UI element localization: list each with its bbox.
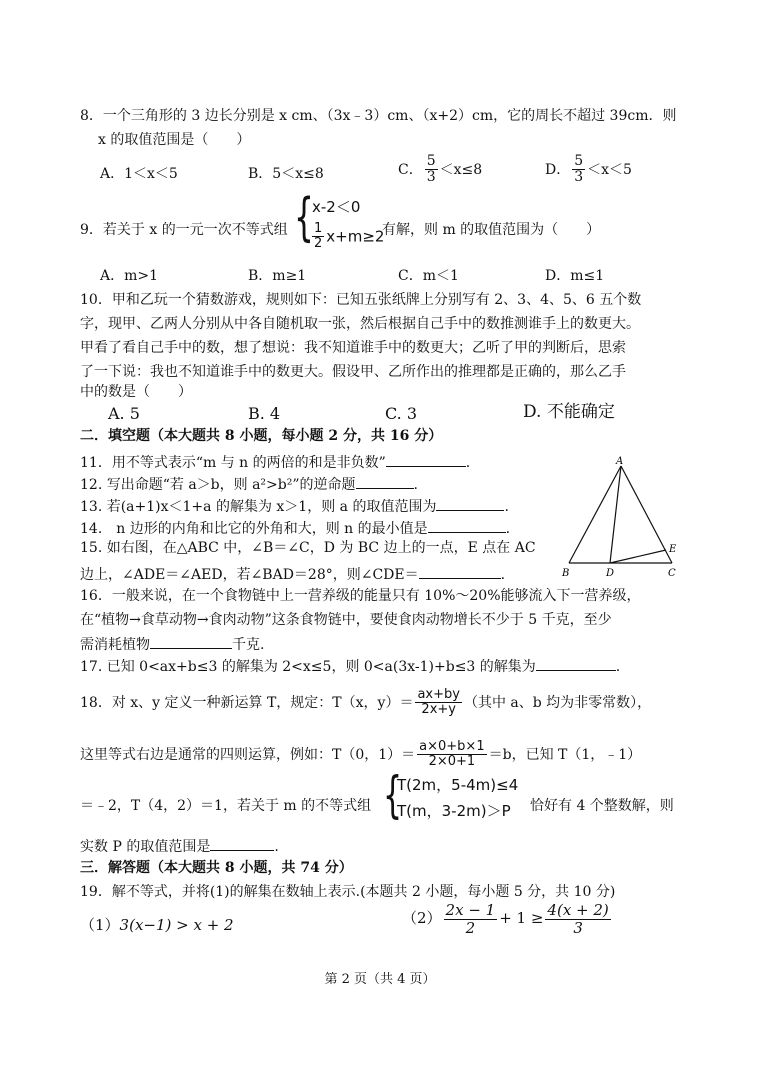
q14: 14. n 边形的内角和比它的外角和大，则 n 的最小值是 . bbox=[80, 518, 510, 538]
q18-sys2: T(m，3-2m)＞P bbox=[397, 802, 511, 820]
q18-def-den: 2x+y bbox=[421, 702, 456, 718]
q8-option-c-rest: ＜x≤8 bbox=[439, 161, 483, 178]
q9-ineq1: x-2＜0 bbox=[312, 198, 361, 216]
q8-d-num: 5 bbox=[574, 153, 584, 169]
q8-c-den: 3 bbox=[426, 169, 436, 186]
q11-blank bbox=[386, 452, 466, 467]
label-a: A bbox=[616, 456, 624, 467]
section2-heading: 二．填空题（本大题共 8 小题，每小题 2 分，共 16 分） bbox=[80, 428, 443, 444]
q9-half-den: 2 bbox=[314, 236, 323, 252]
q19-p1-label: （1） bbox=[80, 916, 120, 934]
q19-p2-left-frac bbox=[444, 902, 498, 936]
q9-suffix: 有解，则 m 的取值范围为（ ） bbox=[382, 222, 601, 238]
q10-option-d: D. 不能确定 bbox=[523, 402, 615, 422]
q8-line2: x 的取值范围是（ ） bbox=[98, 132, 251, 148]
q18-ex-num: a×0+b×1 bbox=[419, 739, 485, 754]
section3-heading: 三．解答题（本大题共 8 小题，共 74 分） bbox=[80, 860, 353, 876]
q8-option-c bbox=[398, 154, 482, 186]
q10-line3: 甲看了看自己手中的数，想了想说：我不知道谁手中的数更大；乙听了甲的判断后，思索 bbox=[80, 340, 626, 356]
q11-text: 11．用不等式表示“m 与 n 的两倍的和是非负数” bbox=[80, 455, 386, 471]
q8-d-den: 3 bbox=[574, 169, 584, 186]
q10-option-c: C. 3 bbox=[385, 404, 418, 423]
q18-blank bbox=[210, 836, 274, 851]
q8-c-num: 5 bbox=[426, 153, 436, 169]
label-e: E bbox=[669, 544, 677, 555]
q18-brace: { bbox=[383, 766, 403, 824]
q16-line3b: 千克. bbox=[232, 637, 265, 653]
q9-half bbox=[312, 222, 324, 252]
q19-line1: 19．解不等式，并将(1)的解集在数轴上表示.(本题共 2 小题，每小题 5 分，共 10 分) bbox=[80, 884, 616, 900]
q13: 13. 若(a+1)x＜1+a 的解集为 x＞1，则 a 的取值范围为 . bbox=[80, 496, 509, 516]
q18-line4: 实数 P 的取值范围是 . bbox=[80, 836, 279, 856]
q18-line2 bbox=[80, 740, 641, 770]
triangle-figure bbox=[558, 452, 688, 582]
q18-line2-prefix: 这里等式右边是通常的四则运算，例如：T（0，1）＝ bbox=[80, 746, 416, 763]
q19-part1 bbox=[80, 916, 234, 934]
q9-half-num: 1 bbox=[314, 221, 323, 236]
q14-text: 14. n 边形的内角和比它的外角和大，则 n 的最小值是 bbox=[80, 521, 428, 537]
q19-p2-left-den: 2 bbox=[465, 918, 476, 937]
side-ab bbox=[569, 466, 621, 563]
q18-suffix: （其中 a、b 均为非零常数）， bbox=[463, 694, 652, 711]
q19-part2 bbox=[402, 902, 613, 936]
q15-line1: 15. 如右图，在△ABC 中，∠B＝∠C，D 为 BC 边上的一点，E 点在 AC bbox=[80, 540, 536, 556]
page-footer: 第 2 页（共 4 页） bbox=[324, 972, 436, 987]
q8-option-a: A．1＜x＜5 bbox=[100, 166, 178, 182]
q17: 17. 已知 0<ax+b≤3 的解集为 2<x≤5，则 0<a(3x-1)+b≤3 的解集为 . bbox=[80, 656, 620, 676]
q8-option-d bbox=[545, 154, 632, 186]
q18-sys1: T(2m，5-4m)≤4 bbox=[397, 776, 519, 794]
q11: 11．用不等式表示“m 与 n 的两倍的和是非负数” . bbox=[80, 452, 470, 472]
q12-blank bbox=[356, 474, 414, 489]
segment-de bbox=[610, 550, 666, 563]
q13-text: 13. 若(a+1)x＜1+a 的解集为 x＞1，则 a 的取值范围为 bbox=[80, 499, 437, 515]
q18-line1 bbox=[80, 688, 651, 718]
label-c: C bbox=[668, 568, 676, 579]
q8-option-b: B．5＜x≤8 bbox=[248, 166, 324, 182]
q16-line3a: 需消耗植物 bbox=[80, 637, 150, 653]
q13-blank bbox=[436, 496, 504, 511]
q9-brace: { bbox=[294, 188, 314, 248]
q17-text: 17. 已知 0<ax+b≤3 的解集为 2<x≤5，则 0<a(3x-1)+b≤3 的解集为 bbox=[80, 659, 536, 675]
q16-line3 bbox=[80, 634, 264, 654]
q19-p2-right-num: 4(x + 2) bbox=[547, 901, 609, 919]
q8-option-d-frac bbox=[572, 154, 585, 186]
q12-text: 12. 写出命题“若 a＞b，则 a²>b²”的逆命题 bbox=[80, 477, 356, 493]
q18-line3-suffix: 恰好有 4 个整数解，则 bbox=[530, 798, 674, 814]
q9-option-a: A．m>1 bbox=[100, 268, 159, 284]
q12: 12. 写出命题“若 a＞b，则 a²>b²”的逆命题 . bbox=[80, 474, 418, 494]
q14-blank bbox=[428, 518, 506, 533]
q19-p2-right-den: 3 bbox=[573, 918, 583, 937]
q15-blank bbox=[419, 564, 501, 579]
q10-option-a: A. 5 bbox=[108, 404, 140, 423]
q19-p2-mid: + 1 ≥ bbox=[499, 909, 544, 927]
label-d: D bbox=[606, 568, 615, 579]
q8-option-d-label: D． bbox=[545, 161, 571, 178]
q9-option-b: B．m≥1 bbox=[248, 268, 307, 284]
q18-line2-suffix: ＝b，已知 T（1，﹣1） bbox=[488, 746, 642, 763]
q9-option-d: D．m≤1 bbox=[545, 268, 605, 284]
q15-line2: 边上，∠ADE＝∠AED，若∠BAD＝28°，则∠CDE＝ . bbox=[80, 564, 505, 584]
q18-line3-prefix: ＝﹣2，T（4，2）＝1，若关于 m 的不等式组 bbox=[80, 798, 372, 814]
q10-line1: 10．甲和乙玩一个猜数游戏，规则如下：已知五张纸牌上分别写有 2、3、4、5、6 五个数 bbox=[80, 292, 642, 308]
q8-option-c-label: C． bbox=[398, 161, 423, 178]
q16-line2: 在“植物→食草动物→食肉动物”这条食物链中，要使食肉动物增长不少于 5 千克，至少 bbox=[80, 612, 612, 628]
q10-line2: 字，现甲、乙两人分别从中各自随机取一张，然后根据自己手中的数推测谁手上的数更大。 bbox=[80, 316, 640, 332]
q18-ex-den: 2×0+1 bbox=[428, 754, 476, 770]
q16-blank bbox=[150, 634, 232, 649]
q17-blank bbox=[536, 656, 616, 671]
q9-prefix: 9．若关于 x 的一元一次不等式组 bbox=[80, 222, 288, 238]
q19-p2-label: （2） bbox=[402, 909, 442, 927]
q8-line1: 8．一个三角形的 3 边长分别是 x cm、（3x﹣3）cm、（x+2）cm，它的周长不超过 39cm．则 bbox=[80, 108, 677, 124]
q9-ineq2-rest: x+m≥2 bbox=[326, 227, 385, 246]
q10-line4: 了一下说：我也不知道谁手中的数更大。假设甲、乙所作出的推理都是正确的，那么乙手 bbox=[80, 364, 626, 380]
q18-prefix: 18．对 x、y 定义一种新运算 T，规定：T（x，y）＝ bbox=[80, 694, 414, 711]
q18-def-num: ax+by bbox=[417, 687, 460, 702]
q10-option-b: B. 4 bbox=[248, 404, 281, 423]
q16-line1: 16．一般来说，在一个食物链中上一营养级的能量只有 10%～20%能够流入下一营养级， bbox=[80, 588, 641, 604]
q8-option-c-frac bbox=[425, 154, 438, 186]
q19-p1-expr: 3(x−1) > x + 2 bbox=[119, 916, 234, 934]
q10-line5: 中的数是（ ） bbox=[80, 384, 192, 400]
q8-option-d-rest: ＜x＜5 bbox=[587, 161, 632, 178]
q15-line2-text: 边上，∠ADE＝∠AED，若∠BAD＝28°，则∠CDE＝ bbox=[80, 567, 419, 583]
q18-definition-frac bbox=[415, 688, 462, 718]
q9-ineq2 bbox=[310, 222, 384, 252]
segment-ad bbox=[610, 466, 621, 563]
label-b: B bbox=[562, 568, 570, 579]
q18-line4-text: 实数 P 的取值范围是 bbox=[80, 839, 211, 855]
q19-p2-left-num: 2x − 1 bbox=[445, 901, 496, 919]
q18-example-frac bbox=[417, 740, 486, 770]
q9-option-c: C．m＜1 bbox=[398, 268, 459, 284]
q19-p2-right-frac bbox=[545, 902, 610, 936]
side-ac bbox=[621, 466, 672, 563]
